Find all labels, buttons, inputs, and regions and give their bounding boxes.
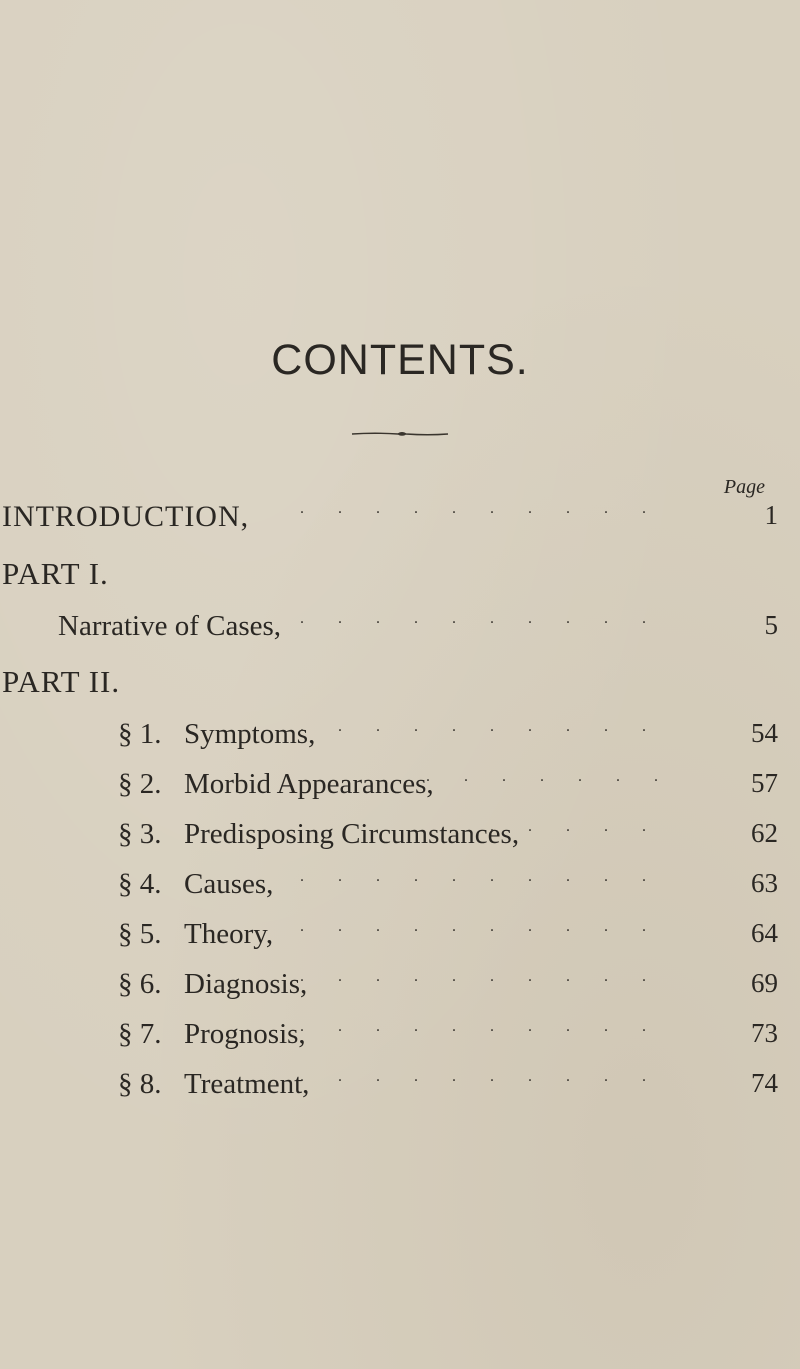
toc-entry[interactable] — [0, 868, 800, 908]
section-number: § 1. — [118, 718, 162, 750]
toc-entry-label: Narrative of Cases, — [58, 610, 282, 642]
toc-entry-label: Theory, — [184, 918, 274, 950]
toc-entry[interactable] — [0, 1068, 800, 1108]
toc-entry[interactable] — [0, 818, 800, 858]
leader-dots: ....... — [426, 768, 692, 785]
leader-dots: .......... — [300, 868, 680, 885]
leader-dots: .......... — [300, 610, 680, 627]
leader-dots: .......... — [300, 500, 680, 517]
toc-entry[interactable] — [0, 918, 800, 958]
toc-entry[interactable] — [0, 610, 800, 650]
section-number: § 8. — [118, 1068, 162, 1100]
toc-entry-label: Causes, — [184, 868, 274, 900]
toc-entry-page: 5 — [764, 610, 778, 640]
section-number: § 4. — [118, 868, 162, 900]
page-title: CONTENTS. — [271, 336, 529, 384]
section-number: § 5. — [118, 918, 162, 950]
leader-dots: .......... — [300, 918, 680, 935]
toc-entry-label: INTRODUCTION, — [2, 500, 250, 533]
leader-dots: ..... — [490, 818, 680, 835]
toc-entry-label: Predisposing Circumstances, — [184, 818, 520, 850]
leader-dots: .......... — [300, 1018, 680, 1035]
toc-entry-label: Morbid Appearances, — [184, 768, 434, 800]
ornamental-rule — [350, 430, 450, 438]
toc-entry-page: 69 — [751, 968, 778, 998]
part-heading-1: PART I. — [2, 556, 109, 591]
page-column-label: Page — [723, 476, 765, 498]
toc-entry[interactable] — [0, 768, 800, 808]
toc-entry-label: Symptoms, — [184, 718, 316, 750]
toc-entry-label: Treatment, — [184, 1068, 310, 1100]
leader-dots: .......... — [300, 1068, 680, 1085]
toc-entry-page: 54 — [751, 718, 778, 748]
toc-entry[interactable] — [0, 1018, 800, 1058]
toc-entry[interactable] — [0, 968, 800, 1008]
toc-entry-introduction[interactable] — [0, 500, 800, 540]
section-number: § 7. — [118, 1018, 162, 1050]
part-heading-2: PART II. — [2, 664, 121, 699]
toc-entry-page: 64 — [751, 918, 778, 948]
section-number: § 2. — [118, 768, 162, 800]
leader-dots: .......... — [300, 968, 680, 985]
toc-entry-page: 1 — [764, 500, 778, 530]
toc-entry-page: 57 — [751, 768, 778, 798]
toc-entry-label: Prognosis, — [184, 1018, 306, 1050]
toc-entry-page: 62 — [751, 818, 778, 848]
toc-entry[interactable] — [0, 718, 800, 758]
toc-entry-label: Diagnosis, — [184, 968, 308, 1000]
section-number: § 6. — [118, 968, 162, 1000]
toc-entry-page: 63 — [751, 868, 778, 898]
section-number: § 3. — [118, 818, 162, 850]
leader-dots: .......... — [300, 718, 680, 735]
toc-entry-page: 73 — [751, 1018, 778, 1048]
toc-entry-page: 74 — [751, 1068, 778, 1098]
